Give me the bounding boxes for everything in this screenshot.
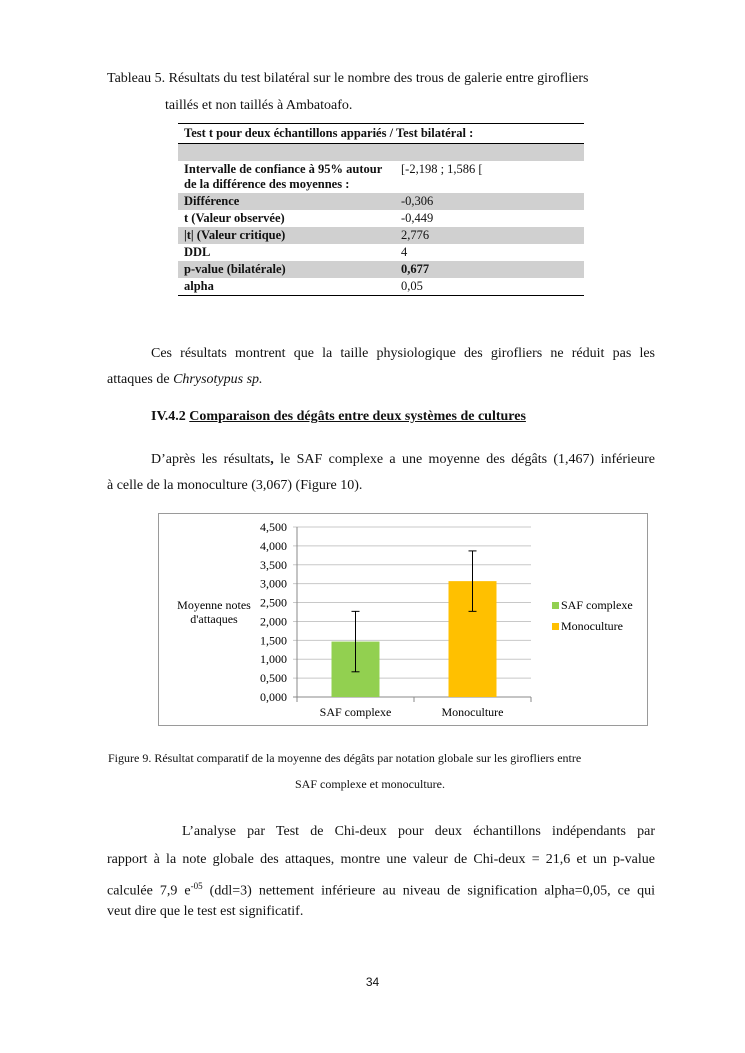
figure-caption-line-1: Figure 9. Résultat comparatif de la moyenne des dégâts par notation globale sur les girofliers entre: [108, 751, 582, 765]
table-row: [178, 278, 584, 296]
paragraph-2-comma: ,: [270, 452, 274, 467]
row-value: 4: [401, 245, 408, 259]
figure-caption-line-2: SAF complexe et monoculture.: [295, 777, 445, 791]
y-tick-label: 0,000: [260, 690, 287, 704]
table-caption-line-1: Tableau 5. Résultats du test bilatéral sur le nombre des trous de galerie entre girofliers: [107, 71, 589, 86]
row-label: Intervalle de confiance à 95% autour de la différence des moyennes :: [184, 162, 383, 191]
row-value: 0,05: [395, 278, 584, 296]
bar-chart: [159, 514, 647, 725]
paragraph-2-text-c: le SAF complexe a une moyenne des dégâts (1,467) inférieure: [273, 452, 655, 467]
x-category-label: Monoculture: [441, 705, 504, 719]
y-tick-label: 2,500: [260, 595, 287, 610]
y-axis-label-line-1: Moyenne notes: [177, 598, 251, 612]
table-row: [178, 261, 584, 278]
row-value: -0,449: [401, 211, 434, 225]
row-label: DDL: [184, 245, 211, 259]
table-spacer-row: [178, 144, 584, 162]
paragraph-1-line-2: [107, 371, 263, 389]
paragraph-1-text: attaques de: [107, 372, 174, 387]
bar-chart-box: [158, 513, 648, 726]
paragraph-3-line-3: [107, 877, 655, 901]
table-caption-line-2: taillés et non taillés à Ambatoafo.: [165, 98, 353, 113]
section-title: Comparaison des dégâts entre deux systèmes de cultures: [189, 409, 526, 424]
row-value: 2,776: [395, 227, 584, 244]
chart-bars: [332, 581, 497, 697]
y-tick-label: 3,500: [260, 557, 287, 572]
y-tick-label: 4,500: [260, 520, 287, 534]
table-row: [178, 161, 584, 193]
paragraph-2-text-a: D’après les résultats: [151, 452, 271, 467]
page-number: 34: [365, 975, 380, 989]
legend-swatch: [552, 623, 559, 630]
paragraph-3-text-a: calculée 7,9 e: [107, 883, 191, 899]
x-category-label: SAF complexe: [319, 705, 392, 719]
y-tick-label: 4,000: [260, 538, 287, 553]
paragraph-1-line-1: Ces résultats montrent que la taille physiologique des girofliers ne réduit pas les: [151, 346, 655, 361]
table-row: [178, 210, 584, 227]
row-label: Différence: [178, 193, 395, 210]
exponent: -05: [190, 881, 203, 891]
y-tick-label: 0,500: [260, 671, 287, 686]
y-tick-label: 1,500: [260, 633, 287, 648]
y-tick-label: 2,000: [260, 614, 287, 629]
table-header-row: [178, 124, 584, 144]
paragraph-2-line-2: à celle de la monoculture (3,067) (Figure 10).: [107, 478, 363, 493]
y-axis-label-line-2: d'attaques: [190, 612, 238, 626]
paragraph-3-line-2: rapport à la note globale des attaques, montre une valeur de Chi-deux = 21,6 et un p-value: [107, 852, 655, 867]
paragraph-3-text-b: (ddl=3) nettement inférieure au niveau de signification alpha=0,05, ce qui: [202, 883, 655, 899]
row-value: [-2,198 ; 1,586 [: [401, 162, 483, 176]
legend-swatch: [552, 602, 559, 609]
y-tick-label: 1,000: [260, 652, 287, 667]
paragraph-2-line-1: [151, 451, 655, 469]
chart-y-tick-labels: [260, 520, 287, 704]
legend-label: Monoculture: [561, 619, 623, 633]
row-label: t (Valeur observée): [184, 211, 285, 225]
chart-category-labels: [320, 705, 504, 719]
t-test-results-table: [178, 123, 584, 296]
row-label: |t| (Valeur critique): [178, 227, 395, 244]
row-label: p-value (bilatérale): [178, 261, 395, 278]
species-name: Chrysotypus sp.: [173, 372, 263, 387]
y-tick-label: 3,000: [260, 576, 287, 591]
chart-legend: [552, 598, 633, 633]
section-heading: [151, 408, 526, 426]
table-row: [178, 193, 584, 210]
paragraph-3-line-1: L’analyse par Test de Chi-deux pour deux échantillons indépendants par: [182, 824, 655, 839]
table-header: Test t pour deux échantillons appariés / Test bilatéral :: [178, 124, 584, 144]
row-label: alpha: [178, 278, 395, 296]
row-value: 0,677: [395, 261, 584, 278]
table-row: [178, 227, 584, 244]
table-row: [178, 244, 584, 261]
row-value: -0,306: [395, 193, 584, 210]
legend-label: SAF complexe: [561, 598, 633, 612]
paragraph-3-line-4: veut dire que le test est significatif.: [107, 904, 304, 919]
section-number: IV.4.2: [151, 409, 186, 424]
